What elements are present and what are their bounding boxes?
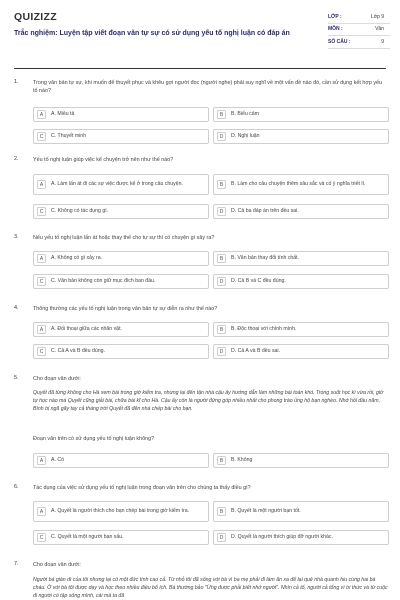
option-text: B. Không [231, 457, 253, 463]
quizizz-logo[interactable]: QUIZIZZ [14, 11, 57, 23]
meta-value: Lớp 9 [370, 13, 384, 20]
question-number: 5. [14, 375, 19, 381]
option-letter: D [217, 347, 226, 356]
option-text: A. Miêu tả [51, 111, 75, 117]
option-a[interactable] [33, 322, 209, 337]
option-text: A. Đối thoại giữa các nhân vật. [51, 326, 122, 332]
option-letter: B [217, 110, 226, 119]
option-letter: A [37, 254, 46, 263]
option-text: A. Quyết là người thích cho bạn chép bài trong giờ kiểm tra. [51, 508, 190, 514]
option-text: D. Cả B và C đều đúng. [231, 278, 286, 284]
meta-row-count [328, 36, 390, 49]
option-letter: A [37, 325, 46, 334]
option-letter: B [217, 507, 226, 516]
option-letter: C [37, 277, 46, 286]
option-d[interactable] [213, 530, 389, 545]
option-text: B. Biểu cảm [231, 111, 259, 117]
question-text: Thông thường các yếu tố nghị luận trong văn bản tự sự diễn ra như thế nào? [33, 306, 218, 312]
question-text: Nếu yếu tố nghị luận lấn át hoặc thay thế cho tự sự thì có chuyện gì xảy ra? [33, 235, 215, 241]
meta-row-grade [328, 11, 390, 24]
option-letter: D [217, 132, 226, 141]
meta-label: MÔN : [328, 26, 343, 33]
option-text: A. Không có gì xảy ra. [51, 255, 103, 261]
option-text: D. Quyết là người thích giúp đỡ người khác. [231, 534, 333, 540]
option-c[interactable] [33, 129, 209, 144]
meta-label: LỚP : [328, 13, 342, 20]
option-text: A. Có [51, 457, 64, 463]
option-text: C. Quyết là một người bạn xấu. [51, 534, 124, 540]
option-a[interactable] [33, 501, 209, 522]
option-text: C. Cả A và B đều đúng. [51, 348, 105, 354]
option-b[interactable] [213, 322, 389, 337]
option-letter: A [37, 110, 46, 119]
option-b[interactable] [213, 501, 389, 522]
meta-value: Văn [375, 26, 384, 33]
meta-row-subject [328, 24, 390, 37]
passage-text: Quyết đã từng không cho Hà xem bài trong giờ kiểm tra, nhưng lại đến tận nhà cậu ấy hướng dẫn làm những bài toán khó. Trong suốt học kì vừa rồi, giờ tự học nào mà Quyết cũng giải bài, chữa bài kĩ cho Hà. Cậu ấy còn là người đứng góp nhiều nhất cho phong trào ủng hộ bạn nghèo. Nhớ hồi đầu năm, Bình bị ngã gãy tay cả tháng trời Quyết đã đến nhà chép bài cho bạn. [33, 390, 384, 412]
option-text: D. Cả ba đáp án trên đều sai. [231, 208, 299, 214]
option-a[interactable] [33, 174, 209, 195]
question-number: 1. [14, 79, 19, 85]
option-letter: A [37, 507, 46, 516]
option-letter: C [37, 533, 46, 542]
option-d[interactable] [213, 274, 389, 289]
option-letter: C [37, 132, 46, 141]
option-a[interactable] [33, 251, 209, 266]
option-text: D. Cả A và B đều sai. [231, 348, 281, 354]
option-c[interactable] [33, 344, 209, 359]
option-text: D. Nghị luận [231, 133, 260, 139]
option-b[interactable] [213, 453, 389, 468]
question-number: 7. [14, 561, 19, 567]
option-letter: B [217, 456, 226, 465]
option-d[interactable] [213, 204, 389, 219]
question-number: 3. [14, 234, 19, 240]
option-letter: D [217, 207, 226, 216]
option-c[interactable] [33, 204, 209, 219]
option-b[interactable] [213, 174, 389, 195]
option-c[interactable] [33, 274, 209, 289]
question-number: 4. [14, 305, 19, 311]
option-letter: D [217, 533, 226, 542]
header [0, 0, 400, 64]
option-text: A. Làm lấn át đi các sự việc được kể ở trong câu chuyện. [51, 181, 183, 187]
meta-label: SỐ CÂU : [328, 38, 351, 45]
option-text: C. Thuyết minh [51, 133, 87, 139]
option-letter: A [37, 180, 46, 189]
option-a[interactable] [33, 453, 209, 468]
question-number: 6. [14, 484, 19, 490]
option-a[interactable] [33, 107, 209, 122]
option-b[interactable] [213, 107, 389, 122]
option-letter: C [37, 347, 46, 356]
option-letter: A [37, 456, 46, 465]
option-text: C. Không có tác dụng gì. [51, 208, 109, 214]
option-text: B. Làm cho câu chuyện thêm sâu sắc và có ý nghĩa triết lí. [231, 181, 366, 187]
passage-text: Người bà giàn dì của tôi nhưng lại có một đức tính cao cả. Từ nhỏ tôi đã sống với bà vì ba mẹ phải đi làm ăn xa để lại quê nhà quanh hiu cùng hai bà cháu. Ở với bà tôi được dạy và học theo nhiều điều bổ ích. Bà thường bảo "Ừng được phải biết nhớ người". Nhìn cả tổ, người cả tổng vì tri thức và từ cuộc đi người có tập sống mình, cái mà ta đã [33, 577, 388, 599]
option-b[interactable] [213, 251, 389, 266]
option-d[interactable] [213, 129, 389, 144]
option-letter: B [217, 325, 226, 334]
header-divider [14, 68, 386, 69]
option-text: B. Văn bản thay đổi tính chất. [231, 255, 300, 261]
option-letter: B [217, 180, 226, 189]
meta-value: 9 [381, 38, 384, 45]
page-title: Trắc nghiệm: Luyện tập viết đoạn văn tự sự có sử dụng yếu tố nghị luận có đáp án [14, 30, 290, 37]
option-letter: D [217, 277, 226, 286]
question-text: Cho đoạn văn dưới: [33, 376, 81, 382]
option-letter: C [37, 207, 46, 216]
option-c[interactable] [33, 530, 209, 545]
question-text: Yếu tố nghị luận giúp việc kể chuyện trở nên như thế nào? [33, 157, 174, 163]
option-letter: B [217, 254, 226, 263]
question-text: Trong văn bản tự sự, khi muốn để thuyết phục và khêu gợi người đọc (người nghe) phải suy nghĩ về một vấn đề nào đó, cần sử dụng kết hợp yếu tố nào? [33, 80, 383, 94]
option-text: C. Văn bản không còn giữ mục đích ban đầu. [51, 278, 156, 284]
question-text: Tác dụng của việc sử dụng yếu tố nghị luận trong đoạn văn trên cho chúng ta thấy điều gì? [33, 485, 251, 491]
meta-info [328, 11, 390, 49]
question-number: 2. [14, 156, 19, 162]
question-text: Cho đoạn văn dưới: [33, 562, 81, 568]
option-d[interactable] [213, 344, 389, 359]
option-text: B. Quyết là một người bạn tốt. [231, 508, 301, 514]
option-text: B. Độc thoại với chính mình. [231, 326, 297, 332]
question-prompt: Đoạn văn trên có sử dụng yếu tố nghị luận không? [33, 436, 155, 442]
